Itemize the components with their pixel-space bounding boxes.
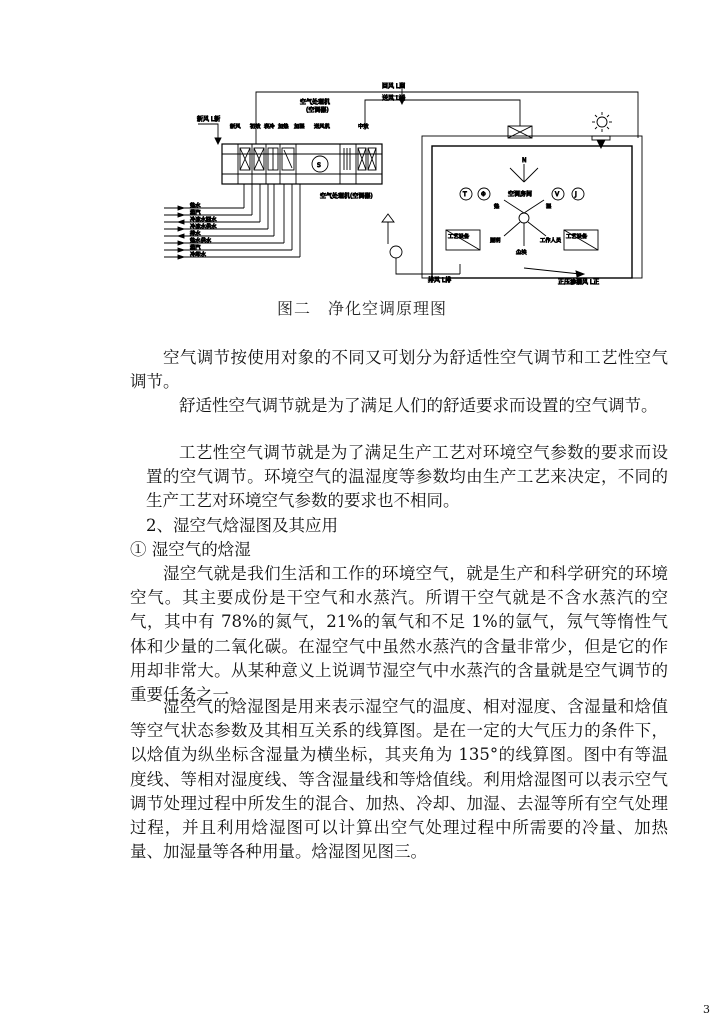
svg-text:冷却水: 冷却水 [190,252,206,258]
wet-label: 湿 [546,204,552,210]
process-equipment-right: 工艺设备 [566,234,588,240]
svg-text:排水: 排水 [190,231,201,237]
subsection-heading: ① 湿空气的焓湿 [130,540,251,559]
page-number: 3 [703,1003,710,1016]
section-heading: 2、湿空气焓湿图及其应用 [146,516,338,535]
svg-text:加湿: 加湿 [294,124,305,130]
pump-icon [390,246,402,258]
paragraph-moist-air: 湿空气就是我们生活和工作的环境空气，就是生产和科学研究的环境空气。其主要成份是干空气和水蒸汽。所谓干空气就是不含水蒸汽的空气，其中有 78%的氮气，21%的氧气和不足 1%的氩气，氖气等惰性气体和少量的二氧化碳。在湿空气中虽然水蒸汽的含量非常少，但是它的作用却非常大。从某种意义上说调节湿空气中水蒸汽的含量就是空气调节的重要任务之一。 [130,564,668,705]
svg-text:热水: 热水 [190,203,201,209]
dust-label: 尘埃 [516,250,527,256]
svg-text:热水供水: 热水供水 [190,238,212,244]
illumination-label: 照明 [490,238,501,244]
paragraph-psychrometric-chart: 湿空气的焓湿图是用来表示湿空气的温度、相对湿度、含湿量和焓值等空气状态参数及其相互关系的线算图。是在一定的大气压力的条件下，以焓值为纵坐标含湿量为横坐标，其夹角为 135°的线算图。图中有等温度线、等相对湿度线、等含湿量线和等焓值线。利用焓湿图可以表示空气调节处理过程中所发生的混合、加热、冷却、加湿、去湿等所有空气处理过程，并且利用焓湿图可以计算出空气处理过程中所需要的冷量、加热量、加湿量等各种用量。焓湿图见图三。 [130,697,668,862]
svg-text:V: V [555,191,560,198]
paragraph-ac-classification: 空气调节按使用对象的不同又可划分为舒适性空气调节和工艺性空气调节。 [130,348,668,392]
unit-bottom-label: 空气处理机(空调器) [320,193,373,200]
svg-text:Φ: Φ [481,191,486,198]
fan-label: S [317,162,321,169]
personnel-label: 工作人员 [540,238,562,244]
pipe-labels [190,201,217,258]
svg-text:冷冻水供水: 冷冻水供水 [190,224,217,230]
room-hub [504,164,546,246]
paragraph-process-ac: 工艺性空气调节就是为了满足生产工艺对环境空气参数的要求而设置的空气调节。环境空气的温湿度等参数均由生产工艺来决定，不同的生产工艺对环境空气参数的要求也不相同。 [146,443,668,511]
svg-text:新风: 新风 [230,124,241,130]
supply-air-label: 送风 L送 [382,95,406,102]
hvac-principle-diagram [160,78,650,290]
section-labels [230,122,369,130]
exhaust-air-label: 排风 L排 [428,277,452,284]
pipe-lines [164,184,300,259]
svg-text:送风机: 送风机 [314,124,330,130]
heat-label: 热 [494,204,500,210]
svg-text:蒸汽: 蒸汽 [190,245,201,251]
svg-text:加热: 加热 [278,124,289,130]
sun-icon [592,112,612,132]
figure-caption: 图二 净化空调原理图 [276,299,447,318]
svg-text:初效: 初效 [250,124,261,130]
positive-pressure-label: 正压渗漏风 L正 [558,279,600,286]
north-label: N [522,157,527,164]
process-equipment-left: 工艺设备 [448,234,470,240]
room-label: 空调房间 [508,191,533,198]
svg-text:表冷: 表冷 [264,124,275,130]
unit-title: 空气处理机 [300,99,331,106]
leakage-arrow [524,268,584,277]
svg-text:蒸汽: 蒸汽 [190,210,201,216]
svg-text:J: J [575,191,577,198]
clean-room [422,126,642,278]
svg-text:T: T [463,191,467,198]
return-air-label: 回风 L回 [382,83,406,90]
paragraph-comfort-ac: 舒适性空气调节就是为了满足人们的舒适要求而设置的空气调节。 [179,396,658,415]
exhaust-path [382,214,460,274]
air-handling-unit [222,144,382,184]
fresh-air-label: 新风 L新 [197,116,221,123]
svg-text:冷冻水回水: 冷冻水回水 [190,217,217,223]
svg-text:中效: 中效 [358,124,369,130]
unit-title-sub: (空调器) [306,107,329,114]
